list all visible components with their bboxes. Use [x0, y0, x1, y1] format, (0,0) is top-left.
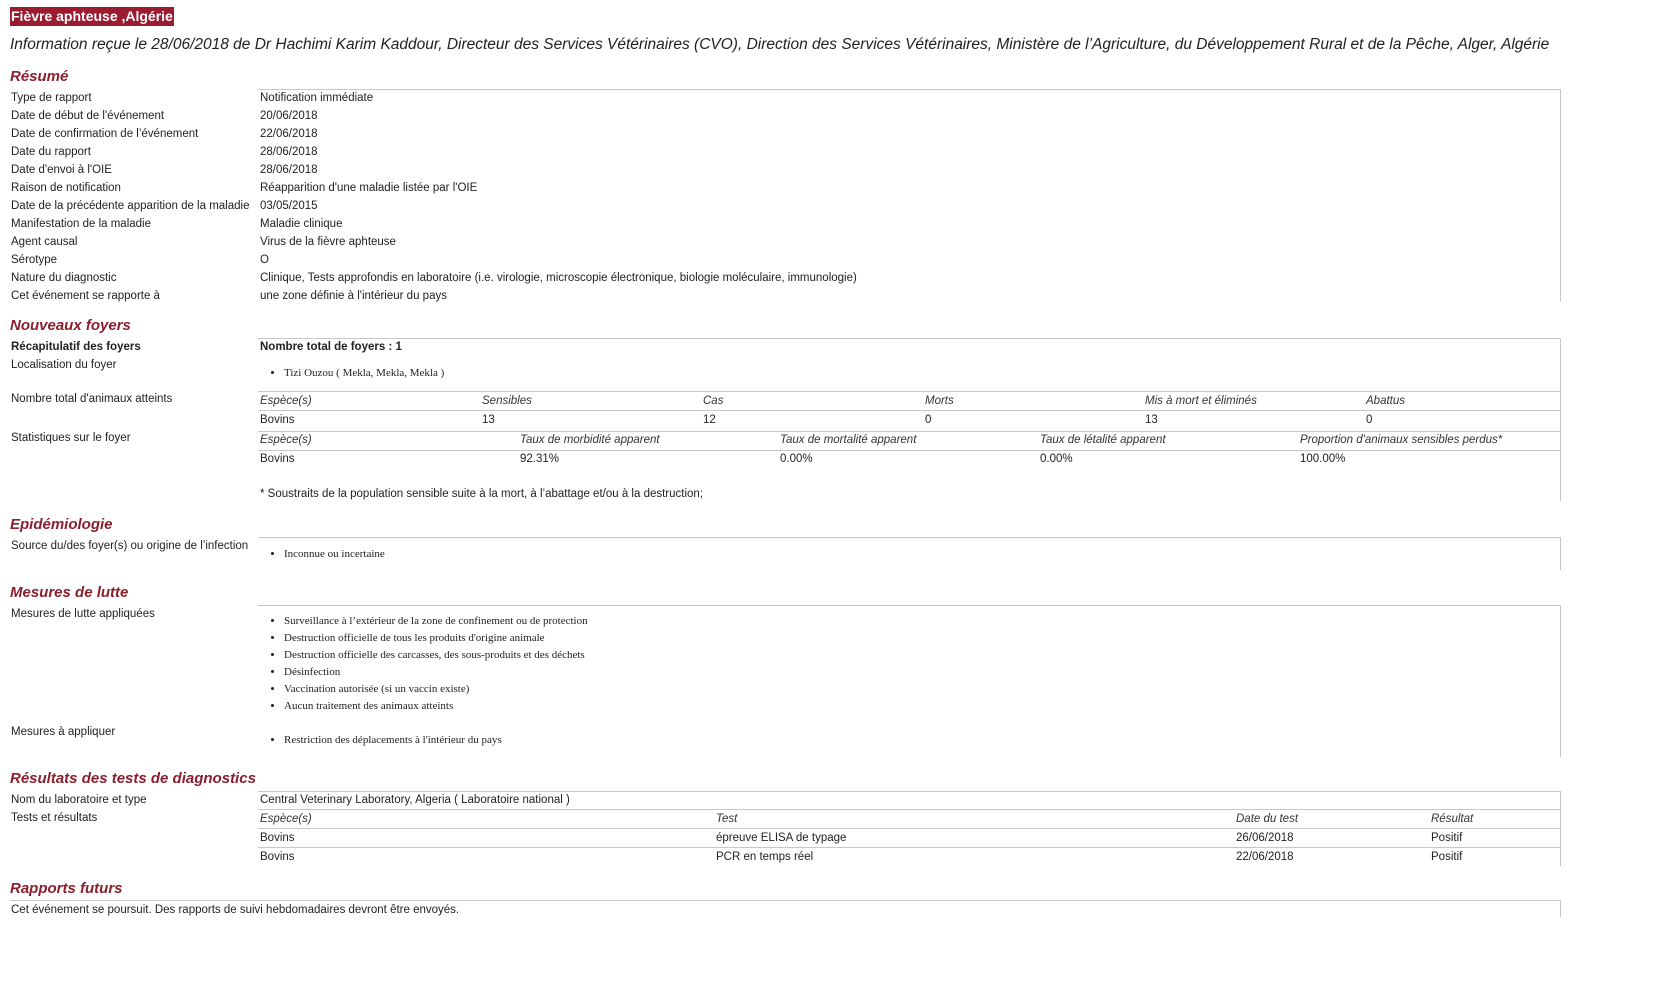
labo-value: Central Veterinary Laboratory, Algeria ( Laboratoire national )	[260, 794, 570, 806]
tests-header-test: Test	[716, 813, 738, 825]
divider	[258, 809, 1560, 810]
resume-value: 20/06/2018	[260, 110, 318, 122]
resume-label: Nature du diagnostic	[11, 272, 117, 284]
resume-label: Agent causal	[11, 236, 78, 248]
mesures-a-appliquer-label: Mesures à appliquer	[11, 726, 116, 738]
mesures-appliquees-label: Mesures de lutte appliquées	[11, 608, 155, 620]
divider	[1560, 338, 1561, 501]
recap-label: Récapitulatif des foyers	[11, 341, 141, 353]
mesure-item: • Destruction officielle des carcasses, des sous-produits et des déchets	[284, 647, 588, 664]
resume-label: Type de rapport	[11, 92, 92, 104]
tests-header-date: Date du test	[1236, 813, 1299, 825]
animaux-header-abattus: Abattus	[1366, 395, 1405, 407]
divider	[1560, 537, 1561, 570]
tests-header-espece: Espèce(s)	[260, 813, 312, 825]
animaux-header-espece: Espèce(s)	[260, 395, 312, 407]
tests-label: Tests et résultats	[11, 812, 98, 824]
mesures-a-appliquer-list	[260, 732, 502, 749]
animaux-header-morts: Morts	[925, 395, 954, 407]
resume-label: Manifestation de la maladie	[11, 218, 151, 230]
info-line: Information reçue le 28/06/2018 de Dr Hachimi Karim Kaddour, Directeur des Services Vétérinaires (CVO), Direction des Services Vétérinaires, Ministère de l’Agriculture, du Développement Rural et de la Pêche, Alger, Algérie	[10, 36, 1550, 53]
resume-label: Cet événement se rapporte à	[11, 290, 160, 302]
resume-value: Virus de la fièvre aphteuse	[260, 236, 396, 248]
tests-header-resultat: Résultat	[1431, 813, 1474, 825]
labo-label: Nom du laboratoire et type	[11, 794, 147, 806]
animaux-cell: 0	[1366, 414, 1373, 426]
tests-cell: 26/06/2018	[1236, 832, 1294, 844]
resume-value: O	[260, 254, 269, 266]
tests-cell: PCR en temps réel	[716, 851, 814, 863]
tests-cell: Positif	[1431, 832, 1463, 844]
divider	[1560, 900, 1561, 917]
resume-label: Date d'envoi à l'OIE	[11, 164, 112, 176]
resume-value: Clinique, Tests approfondis en laboratoire (i.e. virologie, microscopie électronique, biologie moléculaire, immunologie)	[260, 272, 857, 284]
tests-cell: épreuve ELISA de typage	[716, 832, 847, 844]
stats-header-mortalite: Taux de mortalité apparent	[780, 434, 917, 446]
stats-header-espece: Espèce(s)	[260, 434, 312, 446]
stats-cell: 92.31%	[520, 453, 560, 465]
resume-value: 03/05/2015	[260, 200, 318, 212]
futurs-text: Cet événement se poursuit. Des rapports de suivi hebdomadaires devront être envoyés.	[11, 904, 460, 916]
divider	[258, 828, 1560, 829]
animaux-cell: 0	[925, 414, 932, 426]
divider	[258, 89, 1560, 90]
divider	[258, 338, 1560, 339]
animaux-cell: 13	[482, 414, 495, 426]
resume-value: 28/06/2018	[260, 164, 318, 176]
animaux-header-cas: Cas	[703, 395, 724, 407]
divider	[258, 431, 1560, 432]
mesure-item: • Vaccination autorisée (si un vaccin existe)	[284, 681, 588, 698]
mesures-appliquees-list	[260, 613, 588, 715]
resume-label: Date du rapport	[11, 146, 91, 158]
recap-value: Nombre total de foyers : 1	[260, 341, 402, 353]
resume-value: 28/06/2018	[260, 146, 318, 158]
stats-header-morbidite: Taux de morbidité apparent	[520, 434, 660, 446]
divider	[1560, 89, 1561, 302]
divider	[1560, 791, 1561, 866]
mesure-item: • Surveillance à l’extérieur de la zone de confinement ou de protection	[284, 613, 588, 630]
animaux-cell: 12	[703, 414, 716, 426]
divider	[258, 605, 1560, 606]
section-diagnostics-heading: Résultats des tests de diagnostics	[10, 770, 256, 787]
tests-cell: Positif	[1431, 851, 1463, 863]
section-resume-heading: Résumé	[10, 68, 69, 85]
animaux-header-sensibles: Sensibles	[482, 395, 532, 407]
section-foyers-heading: Nouveaux foyers	[10, 317, 131, 334]
section-futurs-heading: Rapports futurs	[10, 880, 123, 897]
resume-value: Réapparition d'une maladie listée par l'OIE	[260, 182, 478, 194]
resume-label: Date de confirmation de l’événement	[11, 128, 199, 140]
localisation-list	[260, 365, 444, 382]
stats-label: Statistiques sur le foyer	[11, 432, 131, 444]
stats-cell: 0.00%	[780, 453, 813, 465]
localisation-link[interactable]: • Tizi Ouzou ( Mekla, Mekla, Mekla )	[284, 365, 444, 382]
divider	[258, 391, 1560, 392]
resume-label: Date de la précédente apparition de la maladie	[11, 200, 250, 212]
resume-value: 22/06/2018	[260, 128, 318, 140]
source-item: • Inconnue ou incertaine	[284, 546, 385, 563]
divider	[10, 900, 1560, 901]
section-mesures-heading: Mesures de lutte	[10, 584, 129, 601]
divider	[258, 791, 1560, 792]
report-title: Fièvre aphteuse ,Algérie	[11, 8, 173, 24]
resume-value: Notification immédiate	[260, 92, 374, 104]
mesure-item: • Aucun traitement des animaux atteints	[284, 698, 588, 715]
mesure-item: • Désinfection	[284, 664, 588, 681]
resume-label: Date de début de l'événement	[11, 110, 165, 122]
resume-value: Maladie clinique	[260, 218, 343, 230]
animaux-cell: Bovins	[260, 414, 295, 426]
stats-cell: 100.00%	[1300, 453, 1346, 465]
tests-cell: Bovins	[260, 832, 295, 844]
stats-header-letalite: Taux de létalité apparent	[1040, 434, 1166, 446]
divider	[258, 410, 1560, 411]
mesure-item: • Restriction des déplacements à l'intérieur du pays	[284, 732, 502, 749]
mesure-item: • Destruction officielle de tous les produits d'origine animale	[284, 630, 588, 647]
source-label: Source du/des foyer(s) ou origine de l’infection	[11, 540, 249, 552]
tests-cell: Bovins	[260, 851, 295, 863]
resume-label: Raison de notification	[11, 182, 121, 194]
stats-footnote: * Soustraits de la population sensible suite à la mort, à l’abattage et/ou à la destruction;	[260, 488, 704, 500]
tests-cell: 22/06/2018	[1236, 851, 1294, 863]
section-epidemiologie-heading: Epidémiologie	[10, 516, 113, 533]
stats-cell: 0.00%	[1040, 453, 1073, 465]
divider	[258, 450, 1560, 451]
resume-value: une zone définie à l'intérieur du pays	[260, 290, 447, 302]
divider	[1560, 605, 1561, 757]
animaux-label: Nombre total d'animaux atteints	[11, 393, 173, 405]
divider	[258, 847, 1560, 848]
animaux-cell: 13	[1145, 414, 1158, 426]
divider	[258, 537, 1560, 538]
stats-header-proportion: Proportion d'animaux sensibles perdus*	[1300, 434, 1503, 446]
stats-cell: Bovins	[260, 453, 295, 465]
localisation-label: Localisation du foyer	[11, 359, 117, 371]
resume-label: Sérotype	[11, 254, 58, 266]
source-list	[260, 546, 385, 563]
animaux-header-elimines: Mis à mort et éliminés	[1145, 395, 1257, 407]
